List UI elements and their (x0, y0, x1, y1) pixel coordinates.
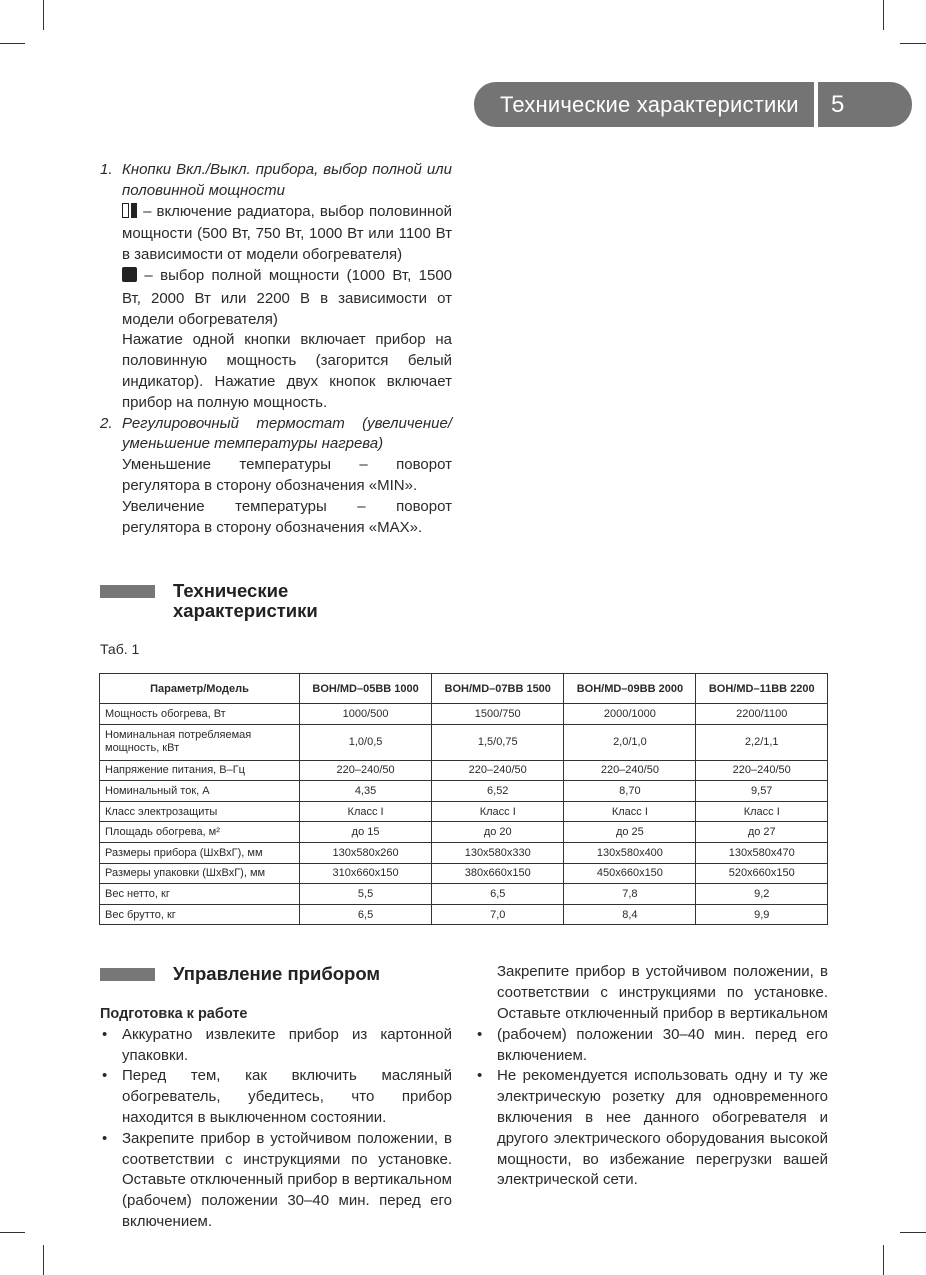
value-cell: 130х580х260 (300, 842, 432, 863)
half-power-button-icon (122, 203, 138, 225)
item-title: Регулировочный термостат (увеличение/уменьшение температуры нагрева) (122, 414, 452, 453)
table-row (100, 781, 828, 802)
value-cell: 220–240/50 (696, 760, 828, 781)
crop-mark (900, 1232, 926, 1233)
crop-mark (883, 0, 884, 30)
item-number: 1. (100, 161, 113, 178)
value-cell: 380х660х150 (432, 863, 564, 884)
table-row (100, 760, 828, 781)
value-cell: Класс I (696, 801, 828, 822)
section-bar (100, 585, 155, 598)
crop-mark (43, 0, 44, 30)
item-number: 2. (100, 414, 113, 432)
value-cell: Класс I (300, 801, 432, 822)
value-cell: 9,2 (696, 884, 828, 905)
value-cell: 2,0/1,0 (564, 724, 696, 760)
value-cell: 6,52 (432, 781, 564, 802)
value-cell: 6,5 (432, 884, 564, 905)
parameter-cell: Площадь обогрева, м² (100, 822, 300, 843)
value-cell: до 27 (696, 822, 828, 843)
full-power-text (100, 266, 452, 330)
value-cell: 2200/1100 (696, 704, 828, 725)
parameter-cell: Класс электрозащиты (100, 801, 300, 822)
section-specs (100, 581, 353, 621)
half-power-desc: – включение радиатора, выбор половинной мощности (500 Вт, 750 Вт, 1000 Вт или 1100 Вт в зависимости от модели обогревателя) (122, 202, 452, 264)
value-cell: 520х660х150 (696, 863, 828, 884)
specs-table (99, 673, 828, 925)
prep-right-column (475, 963, 828, 1191)
column-header: Параметр/Модель (100, 674, 300, 704)
table-row (100, 904, 828, 925)
crop-mark (900, 43, 926, 44)
crop-mark (883, 1245, 884, 1275)
table-row (100, 724, 828, 760)
header-title: Технические характеристики (500, 91, 799, 117)
value-cell: 1,0/0,5 (300, 724, 432, 760)
table-header-row (100, 674, 828, 704)
list-item: • Аккуратно извлеките прибор из картонной упаковки. (100, 1025, 452, 1067)
list-item: • Перед тем, как включить масляный обогреватель, убедитесь, что прибор находится в выключенном состоянии. (100, 1066, 452, 1128)
list-item: • Не рекомендуется использовать одну и ту же электрическую розетку для одновременного включения в нее данного обогревателя и другого электрического оборудования высокой мощности, во избежание перегрузки вашей электрической сети. (475, 1066, 828, 1191)
full-power-desc: – выбор полной мощности (1000 Вт, 1500 Вт, 2000 Вт или 2200 В в зависимости от модели обогревателя) (122, 266, 452, 328)
parameter-cell: Номинальная потребляемая мощность, кВт (100, 724, 300, 760)
table-caption: Таб. 1 (100, 641, 140, 657)
value-cell: 7,0 (432, 904, 564, 925)
value-cell: Класс I (564, 801, 696, 822)
value-cell: 6,5 (300, 904, 432, 925)
item-title: Кнопки Вкл./Выкл. прибора, выбор полной или половинной мощности (122, 161, 452, 199)
column-header: BOH/MD–09BB 2000 (564, 674, 696, 704)
value-cell: 130х580х330 (432, 842, 564, 863)
value-cell: Класс I (432, 801, 564, 822)
value-cell: до 20 (432, 822, 564, 843)
decrease-text: Уменьшение температуры – поворот регулятора в сторону обозначения «MIN». (122, 456, 452, 494)
crop-mark (0, 43, 25, 44)
value-cell: 310х660х150 (300, 863, 432, 884)
value-cell: 220–240/50 (432, 760, 564, 781)
value-cell: 9,57 (696, 781, 828, 802)
increase-text: Увеличение температуры – поворот регулятора в сторону обозначения «MAX». (122, 497, 452, 536)
parameter-cell: Номинальный ток, А (100, 781, 300, 802)
crop-mark (43, 1245, 44, 1275)
parameter-cell: Мощность обогрева, Вт (100, 704, 300, 725)
column-header: BOH/MD–07BB 1500 (432, 674, 564, 704)
value-cell: 7,8 (564, 884, 696, 905)
value-cell: до 15 (300, 822, 432, 843)
list-item-text: Закрепите прибор в устойчивом положении, в соответствии с инструкциями по установке. Оставьте отключенный прибор в вертикальном (рабочем) положении 30–40 мин. перед его включением. (122, 1129, 452, 1230)
parameter-cell: Размеры упаковки (ШхВхГ), мм (100, 863, 300, 884)
section-bar (100, 968, 155, 981)
value-cell: 2000/1000 (564, 704, 696, 725)
parameter-cell: Вес нетто, кг (100, 884, 300, 905)
section-heading: Технические характеристики (173, 580, 318, 621)
section-control (100, 964, 380, 984)
value-cell: 220–240/50 (564, 760, 696, 781)
crop-mark (0, 1232, 25, 1233)
page-number: 5 (831, 90, 845, 118)
value-cell: 9,9 (696, 904, 828, 925)
parameter-cell: Размеры прибора (ШхВхГ), мм (100, 842, 300, 863)
full-power-button-icon (122, 267, 137, 289)
column-header: BOH/MD–05BB 1000 (300, 674, 432, 704)
table-row (100, 801, 828, 822)
table-row (100, 842, 828, 863)
table-row (100, 863, 828, 884)
item-1 (100, 160, 452, 414)
value-cell: 220–240/50 (300, 760, 432, 781)
half-power-text (100, 202, 452, 266)
list-item-text-continued: • Закрепите прибор в устойчивом положении, в соответствии с инструкциями по установке. Оставьте отключенный прибор в вертикальном (рабочем) положении 30–40 мин. перед его включением. (497, 963, 828, 1064)
list-item (100, 1129, 452, 1230)
value-cell: 1,5/0,75 (432, 724, 564, 760)
value-cell: 4,35 (300, 781, 432, 802)
section-heading: Управление прибором (173, 963, 381, 984)
parameter-cell: Вес брутто, кг (100, 904, 300, 925)
value-cell: 130х580х400 (564, 842, 696, 863)
table-row (100, 822, 828, 843)
value-cell: 2,2/1,1 (696, 724, 828, 760)
table-row (100, 704, 828, 725)
page-header (474, 82, 912, 127)
column-header: BOH/MD–11BB 2200 (696, 674, 828, 704)
prep-left-column (100, 1004, 452, 1230)
value-cell: 450х660х150 (564, 863, 696, 884)
subheading: Подготовка к работе (100, 1006, 248, 1022)
parameter-cell: Напряжение питания, В–Гц (100, 760, 300, 781)
value-cell: 1500/750 (432, 704, 564, 725)
value-cell: 8,4 (564, 904, 696, 925)
value-cell: 8,70 (564, 781, 696, 802)
table-row (100, 884, 828, 905)
controls-description (100, 160, 452, 538)
list-item-continued (475, 963, 828, 1067)
value-cell: до 25 (564, 822, 696, 843)
value-cell: 1000/500 (300, 704, 432, 725)
value-cell: 5,5 (300, 884, 432, 905)
item-note: Нажатие одной кнопки включает прибор на половинную мощность (загорится белый индикатор). Нажатие двух кнопок включает прибор на полную мощность. (122, 331, 452, 411)
value-cell: 130х580х470 (696, 842, 828, 863)
item-2 (100, 414, 452, 539)
